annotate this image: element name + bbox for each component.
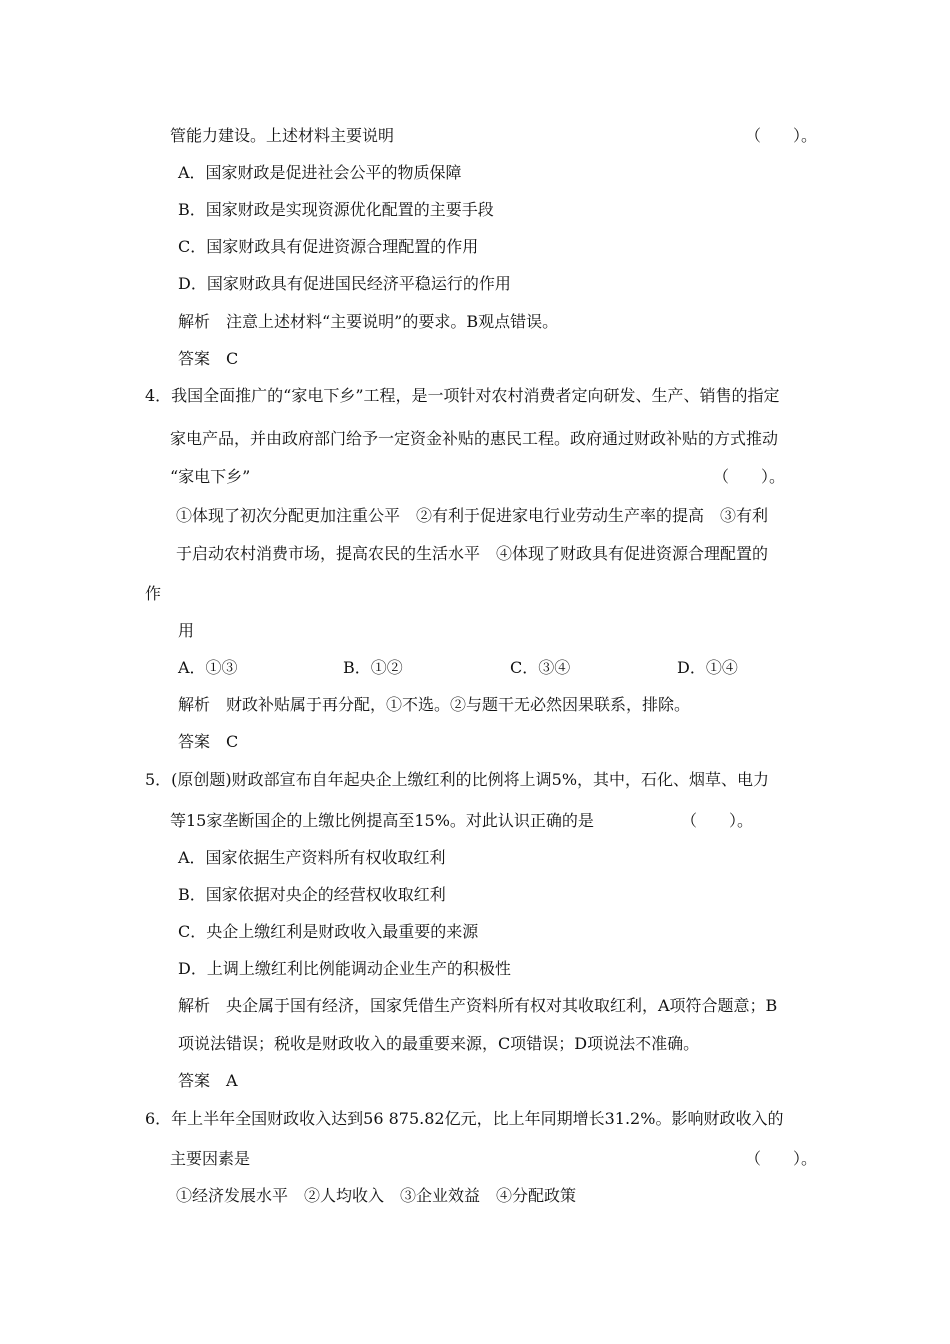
q4-option-c: C．③④ xyxy=(510,658,571,677)
q3-answer: 答案 C xyxy=(178,349,239,368)
q4-option-b: B．①② xyxy=(343,658,403,677)
q4-option-d: D．①④ xyxy=(677,658,738,677)
q6-items: ①经济发展水平 ②人均收入 ③企业效益 ④分配政策 xyxy=(176,1186,577,1205)
q5-option-a: A．国家依据生产资料所有权收取红利 xyxy=(178,848,446,867)
q4-items-line-2: 于启动农村消费市场，提高农民的生活水平 ④体现了财政具有促进资源合理配置的 xyxy=(176,544,769,563)
q3-stem-tail: 管能力建设。上述材料主要说明 xyxy=(170,126,395,145)
q3-answer-blank: （ ）。 xyxy=(745,126,818,145)
q5-stem-line-1: 5．(原创题)财政部宣布自年起央企上缴红利的比例将上调5%，其中，石化、烟草、电力 xyxy=(145,770,770,789)
q3-option-c: C．国家财政具有促进资源合理配置的作用 xyxy=(178,237,479,256)
q4-answer: 答案 C xyxy=(178,732,239,751)
q5-analysis-line-2: 项说法错误；税收是财政收入的最重要来源，C项错误；D项说法不准确。 xyxy=(178,1034,700,1053)
q5-option-c: C．央企上缴红利是财政收入最重要的来源 xyxy=(178,922,479,941)
q4-stem-line-2: 家电产品，并由政府部门给予一定资金补贴的惠民工程。政府通过财政补贴的方式推动 xyxy=(170,429,779,448)
q5-option-d: D．上调上缴红利比例能调动企业生产的积极性 xyxy=(178,959,511,978)
q4-stem-line-3: “家电下乡” xyxy=(170,467,251,486)
q5-answer: 答案 A xyxy=(178,1071,238,1090)
q3-option-b: B．国家财政是实现资源优化配置的主要手段 xyxy=(178,200,494,219)
q5-stem-line-2: 等15家垄断国企的上缴比例提高至15%。对此认识正确的是 xyxy=(170,811,594,830)
q4-items-line-1: ①体现了初次分配更加注重公平 ②有利于促进家电行业劳动生产率的提高 ③有利 xyxy=(176,506,769,525)
q5-option-b: B．国家依据对央企的经营权收取红利 xyxy=(178,885,446,904)
q4-answer-blank: （ ）。 xyxy=(713,467,786,486)
q4-items-line-3: 作 xyxy=(145,584,162,603)
q4-option-a: A．①③ xyxy=(178,658,238,677)
q5-analysis-line-1: 解析 央企属于国有经济，国家凭借生产资料所有权对其收取红利，A项符合题意；B xyxy=(178,996,778,1015)
q4-items-line-4: 用 xyxy=(178,621,195,640)
q3-option-a: A．国家财政是促进社会公平的物质保障 xyxy=(178,163,462,182)
q6-stem-line-2: 主要因素是 xyxy=(170,1149,251,1168)
q4-analysis: 解析 财政补贴属于再分配，①不选。②与题干无必然因果联系，排除。 xyxy=(178,695,691,714)
q5-answer-blank: （ ）。 xyxy=(681,811,754,830)
q3-analysis: 解析 注意上述材料“主要说明”的要求。B观点错误。 xyxy=(178,312,559,331)
q6-answer-blank: （ ）。 xyxy=(745,1149,818,1168)
q4-stem-line-1: 4．我国全面推广的“家电下乡”工程，是一项针对农村消费者定向研发、生产、销售的指定 xyxy=(145,386,780,405)
q6-stem-line-1: 6．年上半年全国财政收入达到56 875.82亿元，比上年同期增长31.2%。影响财政收入的 xyxy=(145,1109,784,1128)
q3-option-d: D．国家财政具有促进国民经济平稳运行的作用 xyxy=(178,274,511,293)
